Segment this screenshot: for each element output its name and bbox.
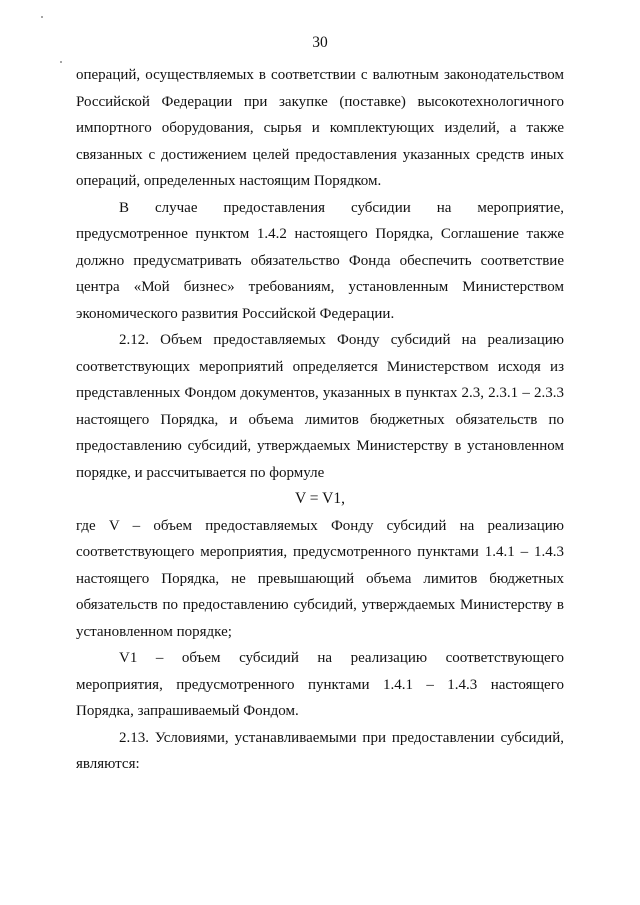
scan-speck [60, 61, 62, 63]
paragraph-centre-requirement: В случае предоставления субсидии на мероприятие, предусмотренное пунктом 1.4.2 настоящего Порядка, Соглашение также должно предусматривать обязательство Фонда обеспечить соответствие центра «Мой бизнес» требованиям, установленным Министерством экономического развития Российской Федерации. [76, 199, 564, 322]
paragraph-2-12: 2.12. Объем предоставляемых Фонду субсидий на реализацию соответствующих мероприятий определяется Министерством исходя из представленных Фондом документов, указанных в пунктах 2.3, 2.3.1 – 2.3.3 настоящего Порядка, и объема лимитов бюджетных обязательств по предоставлению субсидий, утверждаемых Министерству в установленном порядке, и рассчитывается по формуле [76, 332, 564, 481]
definition-v1: V1 – объем субсидий на реализацию соответствующего мероприятия, предусмотренного пунктами 1.4.1 – 1.4.3 настоящего Порядка, запрашиваемый Фондом. [76, 650, 564, 719]
paragraph-2-13: 2.13. Условиями, устанавливаемыми при предоставлении субсидий, являются: [76, 729, 564, 772]
page-number: 30 [312, 34, 328, 51]
paragraph-continuation: операций, осуществляемых в соответствии с валютным законодательством Российской Федерации при закупке (поставке) высокотехнологичного импортного оборудования, сырья и комплектующих изделий, а также связанных с достижением целей предоставления указанных средств иных операций, определенных настоящим Порядком. [76, 67, 564, 189]
document-body [76, 62, 564, 778]
definition-v: где V – объем предоставляемых Фонду субсидий на реализацию соответствующего мероприятия, предусмотренного пунктами 1.4.1 – 1.4.3 настоящего Порядка, не превышающий объема лимитов бюджетных обязательств по предоставлению субсидий, утверждаемых Министерству в установленном порядке; [76, 517, 564, 640]
scan-speck [41, 16, 43, 18]
formula: V = V1, [295, 490, 345, 507]
